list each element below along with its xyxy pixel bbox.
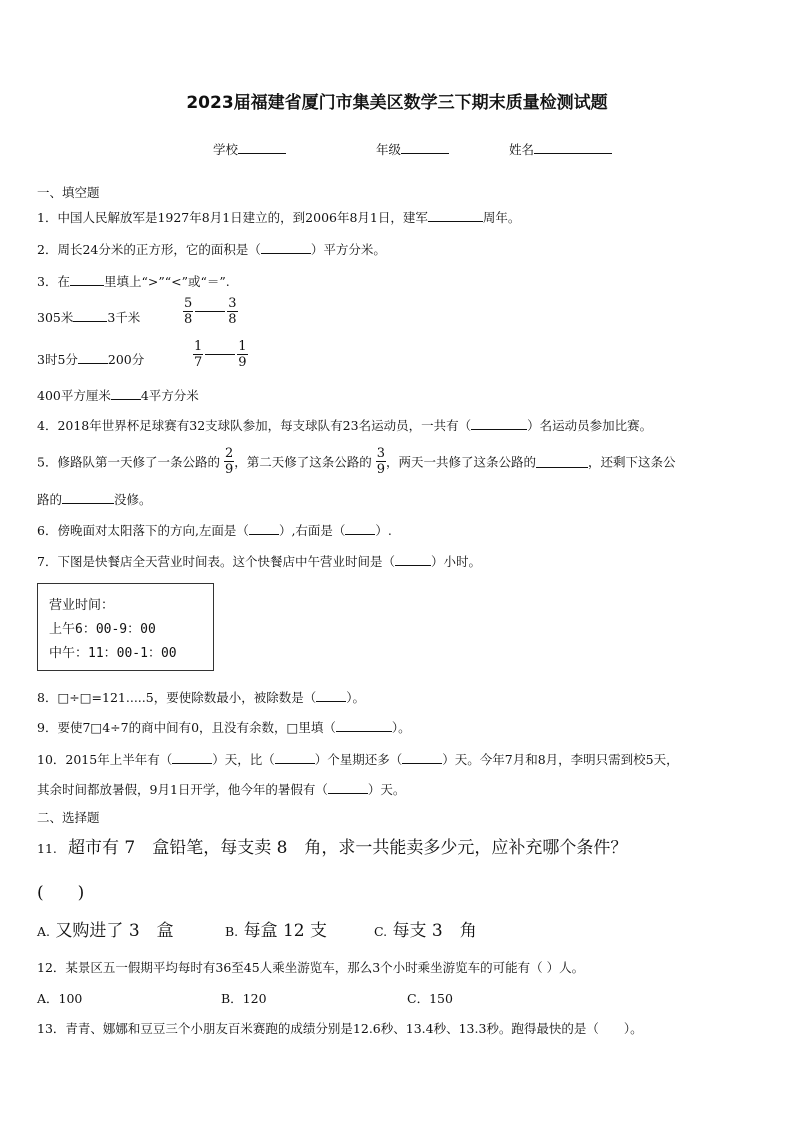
q11-option-a [37,916,174,941]
q8-text: 8．□÷□=121.....5，要使除数最小，被除数是（ [37,690,317,705]
option-label: B. [225,924,239,939]
q9-blank [336,719,392,732]
q2-text: 2．周长24分米的正方形，它的面积是（ [37,242,261,257]
question-13: 13．青青、娜娜和豆豆三个小朋友百米赛跑的成绩分别是12.6秒、13.4秒、13.3秒。跑得最快的是（ ）。 [37,1021,643,1036]
q3-row1-fractions [183,296,238,327]
q10-text-f: ）天。 [367,782,406,797]
q3-r1-b: 3千米 [107,310,141,325]
q10-text: 10．2015年上半年有（ [37,752,173,767]
option-text: 每支 3 角 [392,921,477,941]
q6-text: 6．傍晚面对太阳落下的方向,左面是（ [37,523,249,538]
q3-r3-b: 4平方分米 [140,388,199,403]
question-9 [37,718,411,736]
question-4 [37,416,652,434]
grade-field [376,140,449,158]
hours-title: 营业时间： [49,598,115,613]
q5-text-f: 没修。 [114,492,152,507]
option-label: A. [37,924,51,939]
q9-text: 9．要使7□4÷7的商中间有0，且没有余数，□里填（ [37,720,336,735]
q3-blank [70,273,104,286]
name-field [509,140,612,158]
q3-r3-a: 400平方厘米 [37,388,111,403]
compare-blank [195,311,225,312]
fraction: $\frac{5}{8}$ [184,296,193,327]
q5-blank [536,455,588,468]
section-fill-blank: 一、填空题 [37,185,100,200]
q3-text: 3．在 [37,274,70,289]
school-field [213,140,286,158]
q3-r1-blank [73,309,107,322]
q11-number: 11. [37,841,57,856]
q3-tail: 里填上“>”“<”或“＝”. [103,274,230,289]
q1-blank [428,209,483,222]
name-blank [534,141,612,154]
q11-answer-paren: ( ) [37,883,85,903]
q5-text-e: 路的 [37,492,63,507]
fraction: $\frac{1}{7}$ [194,339,203,370]
q10-blank1 [172,751,212,764]
fraction: $\frac{3}{9}$ [376,446,386,477]
name-label: 姓名 [509,142,535,157]
q10-blank3 [402,751,442,764]
q3-row2-fractions [193,339,248,370]
section-choice: 二、选择题 [37,810,100,825]
hours-morning: 上午6：00-9：00 [49,622,156,637]
q3-r2-blank [78,351,108,364]
question-8 [37,688,365,706]
q5-text-c: ，两天一共修了这条公路的 [386,454,537,470]
q10-blank2 [275,751,315,764]
question-12: 12．某景区五一假期平均每时有36至45人乘坐游览车，那么3个小时乘坐游览车的可能有（ ）人。 [37,960,585,975]
hours-noon: 中午：11：00-1：00 [49,646,177,661]
q6-text-c: ）. [375,523,392,538]
q5-text: 5．修路队第一天修了一条公路的 [37,454,220,470]
q12-option-c: C．150 [407,991,453,1006]
q10-text-d: ）天。今年7月和8月，李明只需到校5天， [442,752,679,767]
q7-blank [395,553,431,566]
q4-tail: ）名运动员参加比赛。 [527,418,653,433]
option-text: 每盒 12 支 [243,921,328,941]
q3-r1-a: 305米 [37,310,74,325]
option-text: 又购进了 3 盒 [55,921,174,941]
q1-tail: 周年。 [482,210,521,225]
q11-option-b [225,916,327,941]
q5-text-d: ，还剩下这条公 [588,454,676,470]
q2-blank [261,241,311,254]
question-2 [37,240,386,258]
q10-text-e: 其余时间都放暑假，9月1日开学，他今年的暑假有（ [37,782,328,797]
question-7 [37,552,481,570]
q10-text-c: ）个星期还多（ [314,752,403,767]
q12-option-a: A．100 [37,991,83,1006]
q4-text: 4．2018年世界杯足球赛有32支球队参加，每支球队有23名运动员，一共有（ [37,418,472,433]
q5-text-b: ，第二天修了这条公路的 [234,454,372,470]
question-11 [37,833,627,858]
question-6 [37,521,392,539]
page-title: 2023届福建省厦门市集美区数学三下期末质量检测试题 [186,93,608,113]
question-1 [37,208,520,226]
q10-blank4 [328,781,368,794]
school-blank [238,141,286,154]
q3-r3-blank [111,387,141,400]
question-10 [37,750,679,768]
q8-blank [316,689,346,702]
q4-blank [471,417,527,430]
q6-text-b: ）,右面是（ [278,523,346,538]
grade-blank [401,141,449,154]
q8-tail: ）。 [346,690,365,705]
question-3 [37,272,230,290]
fraction: $\frac{3}{8}$ [228,296,237,327]
fraction: $\frac{2}{9}$ [224,446,234,477]
q11-option-c [374,916,477,941]
option-label: C. [374,924,388,939]
q3-row2-left [37,350,144,368]
q5-blank2 [62,491,114,504]
q1-text: 1．中国人民解放军是1927年8月1日建立的，到2006年8月1日，建军 [37,210,428,225]
q10-text-b: ）天，比（ [212,752,275,767]
question-10-cont [37,780,405,798]
q6-blank2 [345,522,375,535]
q6-blank [249,522,279,535]
fraction: $\frac{1}{9}$ [238,339,247,370]
q3-row1-left [37,308,140,326]
compare-blank [205,354,235,355]
q2-tail: ）平方分米。 [310,242,386,257]
q12-option-b: B．120 [221,991,267,1006]
q7-text: 7．下图是快餐店全天营业时间表。这个快餐店中午营业时间是（ [37,554,395,569]
question-5-cont [37,490,152,508]
school-label: 学校 [213,142,239,157]
question-5 [37,446,676,477]
q3-row3 [37,386,199,404]
q3-r2-b: 200分 [107,352,145,367]
q9-tail: ）。 [391,720,411,735]
q11-text: 超市有 7 盒铅笔，每支卖 8 角，求一共能卖多少元，应补充哪个条件？ [67,838,628,858]
q7-tail: ）小时。 [430,554,481,569]
grade-label: 年级 [376,142,402,157]
business-hours-box [37,583,214,671]
q3-r2-a: 3时5分 [37,352,78,367]
